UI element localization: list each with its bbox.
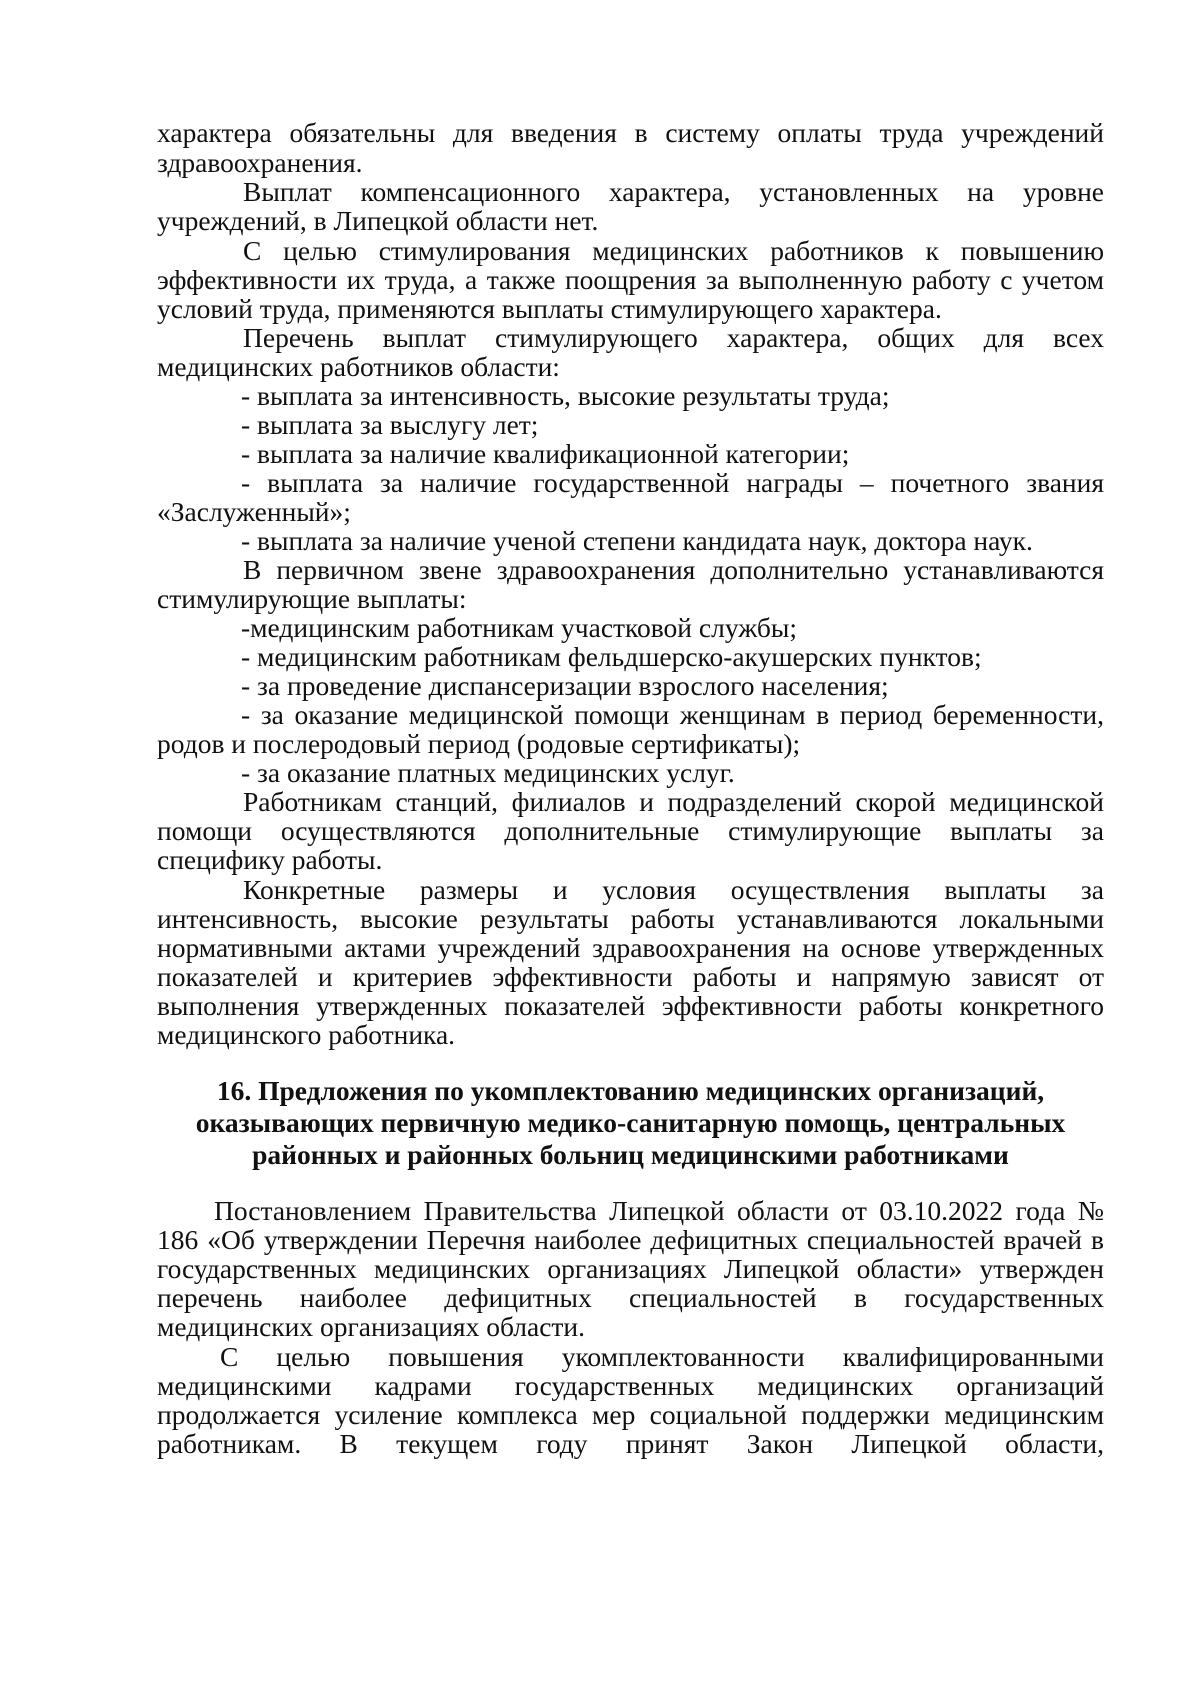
text-line: 186 «Об утверждении Перечня наиболее дефицитных специальностей врачей в bbox=[157, 1224, 1104, 1255]
text-line: условий труда, применяются выплаты стимулирующего характера. bbox=[157, 293, 942, 324]
text-line: Постановлением Правительства Липецкой области от 03.10.2022 года № bbox=[214, 1195, 1104, 1226]
list-item: - выплата за наличие квалификационной категории; bbox=[241, 438, 850, 469]
text-line: Перечень выплат стимулирующего характера, общих для всех bbox=[243, 322, 1104, 353]
section-heading-line: 16. Предложения по укомплектованию медицинских организаций, bbox=[216, 1075, 1045, 1106]
text-line: С целью стимулирования медицинских работников к повышению bbox=[243, 235, 1104, 266]
section-heading-line: оказывающих первичную медико-санитарную помощь, центральных bbox=[195, 1107, 1066, 1138]
list-item: - выплата за выслугу лет; bbox=[241, 409, 539, 440]
text-line: эффективности их труда, а также поощрения за выполненную работу с учетом bbox=[157, 264, 1104, 295]
text-line: характера обязательны для введения в систему оплаты труда учреждений bbox=[157, 117, 1104, 148]
list-item: - за оказание медицинской помощи женщинам в период беременности, bbox=[241, 699, 1104, 730]
list-item-continuation: родов и послеродовый период (родовые сертификаты); bbox=[157, 728, 801, 759]
text-line: выполнения утвержденных показателей эффективности работы конкретного bbox=[157, 990, 1104, 1021]
text-line: медицинских организациях области. bbox=[157, 1311, 586, 1342]
text-line: нормативными актами учреждений здравоохранения на основе утвержденных bbox=[157, 932, 1104, 963]
list-item-continuation: «Заслуженный»; bbox=[157, 496, 351, 527]
text-line: государственных медицинских организациях Липецкой области» утвержден bbox=[157, 1253, 1104, 1284]
list-item: -медицинским работникам участковой службы; bbox=[241, 612, 797, 643]
list-item: - за оказание платных медицинских услуг. bbox=[241, 757, 735, 788]
text-line: стимулирующие выплаты: bbox=[157, 583, 467, 614]
text-line: В первичном звене здравоохранения дополнительно устанавливаются bbox=[243, 554, 1104, 585]
text-line: показателей и критериев эффективности работы и напрямую зависят от bbox=[157, 961, 1104, 992]
text-line: медицинскими кадрами государственных медицинских организаций bbox=[157, 1370, 1104, 1401]
list-item: - медицинским работникам фельдшерско-акушерских пунктов; bbox=[241, 641, 982, 672]
text-line: С целью повышения укомплектованности квалифицированными bbox=[220, 1341, 1104, 1372]
list-item: - за проведение диспансеризации взрослого населения; bbox=[241, 670, 889, 701]
text-line: интенсивность, высокие результаты работы устанавливаются локальными bbox=[157, 903, 1104, 934]
text-line: работникам. В текущем году принят Закон Липецкой области, bbox=[157, 1428, 1104, 1459]
text-line: Конкретные размеры и условия осуществления выплаты за bbox=[243, 874, 1104, 905]
text-line: учреждений, в Липецкой области нет. bbox=[157, 205, 599, 236]
list-item: - выплата за наличие ученой степени кандидата наук, доктора наук. bbox=[241, 525, 1033, 556]
text-line: помощи осуществляются дополнительные стимулирующие выплаты за bbox=[157, 815, 1104, 846]
section-heading-line: районных и районных больниц медицинскими работниками bbox=[252, 1139, 1009, 1170]
text-line: медицинского работника. bbox=[157, 1019, 456, 1050]
text-line: продолжается усиление комплекса мер социальной поддержки медицинским bbox=[157, 1399, 1104, 1430]
list-item: - выплата за наличие государственной награды – почетного звания bbox=[241, 467, 1104, 498]
text-line: специфику работы. bbox=[157, 844, 383, 875]
text-line: перечень наиболее дефицитных специальностей в государственных bbox=[157, 1282, 1104, 1313]
text-line: здравоохранения. bbox=[157, 147, 363, 178]
text-line: медицинских работников области: bbox=[157, 351, 560, 382]
text-line: Выплат компенсационного характера, установленных на уровне bbox=[243, 176, 1104, 207]
text-line: Работникам станций, филиалов и подразделений скорой медицинской bbox=[243, 786, 1104, 817]
list-item: - выплата за интенсивность, высокие результаты труда; bbox=[241, 380, 890, 411]
